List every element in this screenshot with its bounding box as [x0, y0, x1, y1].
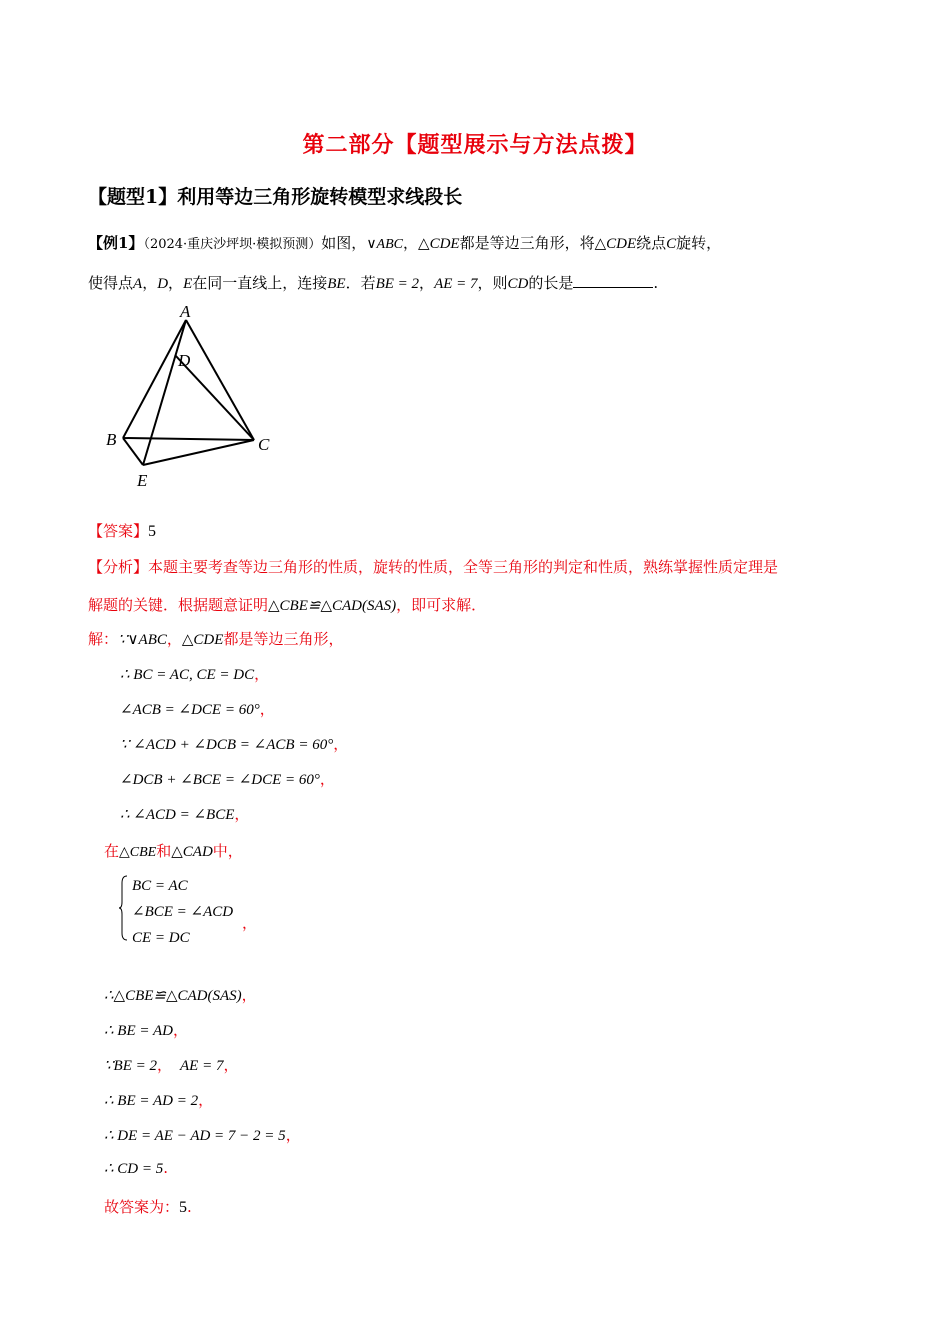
example-line-1: 【例1】（2024·重庆沙坪坝·模拟预测）如图，∨ABC，△CDE都是等边三角形，将△CDE绕点C旋转，: [88, 234, 722, 252]
segment-bc: [123, 438, 254, 440]
solution-step-9: ∴ BE = AD，: [104, 1021, 188, 1039]
solution-step-6: ∴ ∠ACD = ∠BCE，: [120, 805, 250, 823]
system-row-1: BC = AC: [132, 878, 188, 894]
solution-step-7: 在△CBE和△CAD中，: [104, 842, 243, 860]
segment-ae: [143, 320, 186, 465]
label-d: D: [178, 351, 191, 370]
solution-step-4: ∵ ∠ACD + ∠DCB = ∠ACB = 60°，: [120, 735, 349, 753]
analysis-tag: 【分析】: [88, 558, 149, 576]
example-line-2: 使得点A，D，E在同一直线上，连接BE．若BE = 2，AE = 7，则CD的长是 .: [88, 274, 659, 292]
type-title: 【题型1】利用等边三角形旋转模型求线段长: [88, 186, 463, 208]
solution-step-13: ∴ CD = 5.: [104, 1159, 169, 1177]
segment-ec: [143, 440, 254, 465]
label-e: E: [137, 471, 148, 490]
triangle-abc: ∨ABC: [366, 237, 404, 252]
section-title: 第二部分【题型展示与方法点拨】: [302, 132, 648, 158]
solution-step-2: ∴ BC = AC, CE = DC，: [120, 665, 270, 683]
system-row-2: ∠BCE = ∠ACD: [132, 904, 234, 920]
answer-blank: [573, 273, 653, 288]
solution-tag: 解：: [88, 630, 119, 648]
given-ae: AE = 7: [434, 276, 478, 292]
given-be: BE = 2: [375, 276, 420, 292]
triangle-cde-2: △CDE: [594, 236, 637, 252]
solution-final: 故答案为：5.: [104, 1198, 192, 1216]
triangle-figure: [96, 300, 286, 495]
answer-value: 5: [148, 523, 157, 540]
analysis-congruence: △CBE≌△CAD(SAS): [268, 598, 397, 614]
example-source: （2024·重庆沙坪坝·模拟预测）: [143, 237, 322, 252]
final-answer: 5: [179, 1199, 188, 1216]
solution-step-10: ∵BE = 2， AE = 7，: [104, 1056, 239, 1074]
solution-step-12: ∴ DE = AE − AD = 7 − 2 = 5，: [104, 1126, 301, 1144]
answer-line: [88, 520, 156, 541]
solution-line-1: 解：∵∨ABC，△CDE都是等边三角形，: [88, 630, 344, 648]
segment-be: [123, 438, 143, 465]
solution-step-11: ∴ BE = AD = 2，: [104, 1091, 214, 1109]
segment-ab: [123, 320, 186, 438]
solution-step-5: ∠DCB + ∠BCE = ∠DCE = 60°，: [120, 770, 335, 788]
solution-step-8: ∴△CBE≌△CAD(SAS)，: [104, 986, 257, 1004]
segment-ac: [186, 320, 254, 440]
solution-step-3: ∠ACB = ∠DCE = 60°，: [120, 700, 275, 718]
label-a: A: [180, 302, 191, 321]
analysis-line-2: 解题的关键．根据题意证明△CBE≌△CAD(SAS)，即可求解．: [88, 596, 487, 614]
example-tag: 【例1】: [88, 234, 144, 252]
triangle-cde: △CDE: [418, 236, 460, 252]
left-brace: [118, 875, 128, 941]
system-row-3: CE = DC: [132, 930, 190, 946]
answer-tag: 【答案】: [88, 522, 149, 540]
system-comma: ，: [242, 914, 258, 932]
label-c: C: [258, 435, 270, 454]
label-b: B: [106, 430, 117, 449]
analysis-line-1: 【分析】本题主要考查等边三角形的性质，旋转的性质，全等三角形的判定和性质，熟练掌握性质定理是: [88, 558, 779, 576]
